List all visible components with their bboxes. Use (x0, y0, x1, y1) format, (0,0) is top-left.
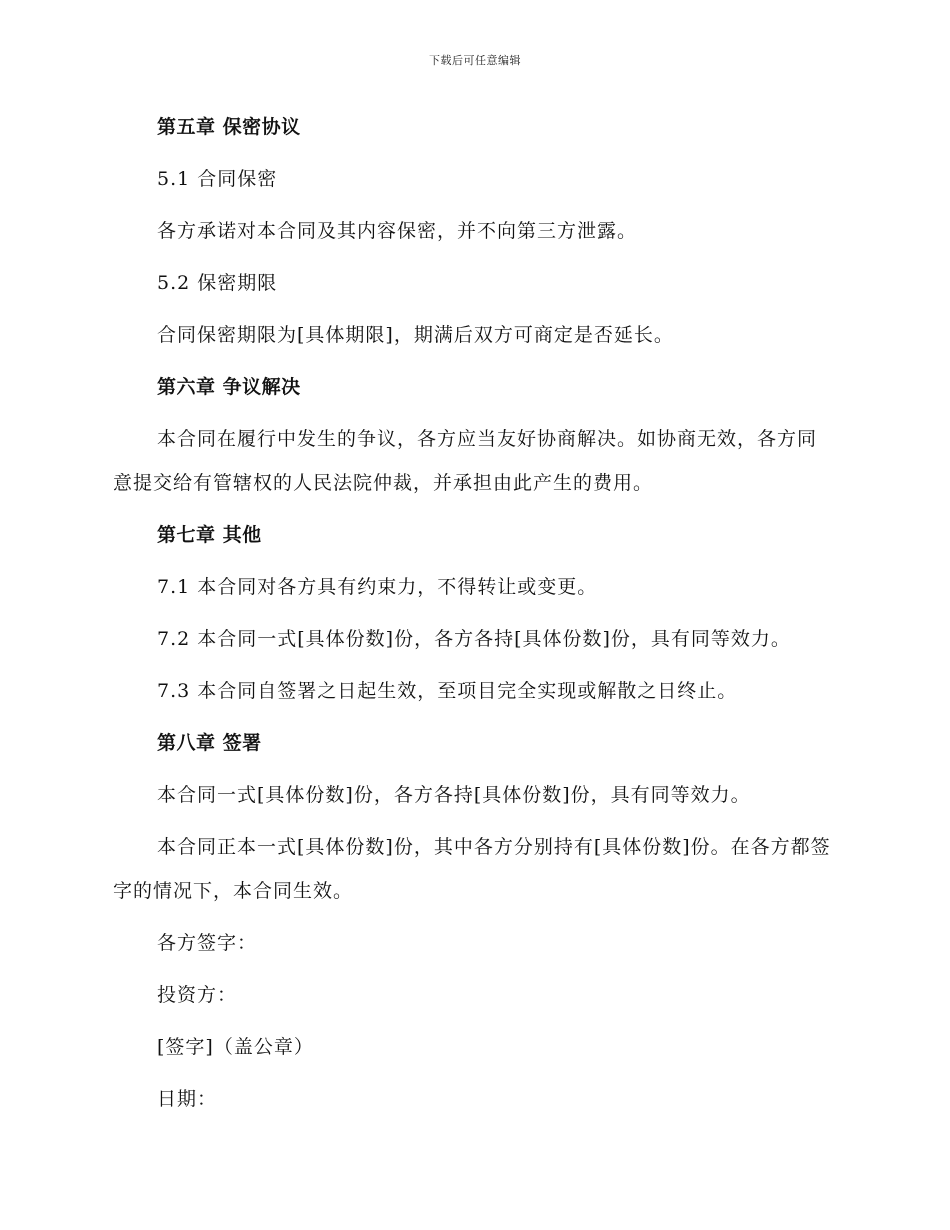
signature-label: 各方签字： (157, 932, 258, 954)
chapter-6-heading: 第六章 争议解决 (157, 376, 301, 398)
chapter-8-paragraph-2: 本合同正本一式[具体份数]份，其中各方分别持有[具体份数]份。在各方都签字的情况下，本合同生效。 (113, 836, 831, 902)
chapter-8-paragraph-1: 本合同一式[具体份数]份，各方各持[具体份数]份，具有同等效力。 (157, 784, 751, 806)
page-header: 下载后可任意编辑 (429, 54, 521, 67)
section-5-1-text: 各方承诺对本合同及其内容保密，并不向第三方泄露。 (157, 220, 638, 242)
chapter-6-text: 本合同在履行中发生的争议，各方应当友好协商解决。如协商无效，各方同意提交给有管辖权的人民法院仲裁，并承担由此产生的费用。 (113, 428, 818, 494)
date-label: 日期： (157, 1088, 218, 1110)
section-5-2-text: 合同保密期限为[具体期限]，期满后双方可商定是否延长。 (157, 324, 674, 346)
chapter-7-heading: 第七章 其他 (157, 524, 262, 546)
document-body (113, 112, 833, 1136)
signature-line: [签字]（盖公章） (157, 1036, 314, 1058)
chapter-8-heading: 第八章 签署 (157, 732, 262, 754)
section-5-2-title: 5.2 保密期限 (157, 272, 278, 294)
section-7-1: 7.1 本合同对各方具有约束力，不得转让或变更。 (157, 576, 598, 598)
section-7-2: 7.2 本合同一式[具体份数]份，各方各持[具体份数]份，具有同等效力。 (157, 628, 791, 650)
chapter-5-heading: 第五章 保密协议 (157, 116, 301, 138)
investor-label: 投资方： (157, 984, 238, 1006)
section-7-3: 7.3 本合同自签署之日起生效，至项目完全实现或解散之日终止。 (157, 680, 738, 702)
section-5-1-title: 5.1 合同保密 (157, 168, 278, 190)
